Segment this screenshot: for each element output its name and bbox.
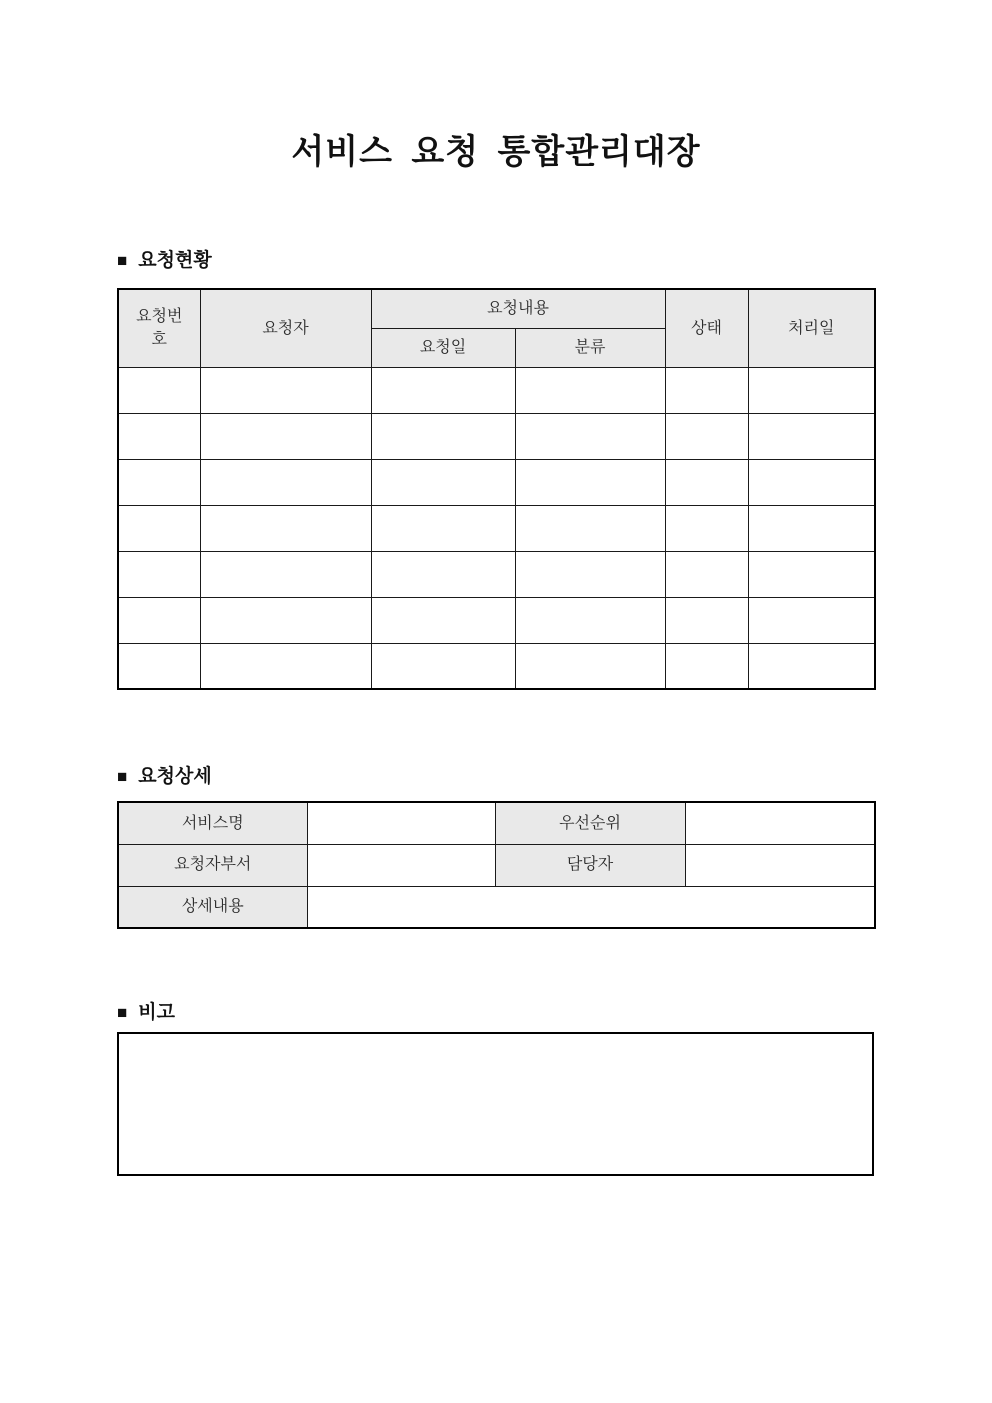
empty-cell: [371, 413, 515, 459]
empty-cell: [515, 597, 665, 643]
field-value-priority: [685, 802, 875, 844]
request-status-empty-row: [118, 597, 875, 643]
empty-cell: [665, 643, 748, 689]
empty-cell: [118, 551, 200, 597]
field-label-manager: 담당자: [495, 844, 685, 886]
empty-cell: [515, 413, 665, 459]
column-header-request-no: 요청번호: [118, 289, 200, 367]
empty-cell: [665, 505, 748, 551]
empty-cell: [748, 597, 875, 643]
request-status-empty-row: [118, 367, 875, 413]
request-status-empty-row: [118, 413, 875, 459]
empty-cell: [371, 367, 515, 413]
field-value-service-name: [307, 802, 495, 844]
column-header-category: 분류: [515, 328, 665, 367]
empty-cell: [200, 505, 371, 551]
empty-cell: [748, 459, 875, 505]
empty-cell: [371, 459, 515, 505]
empty-cell: [371, 505, 515, 551]
square-bullet-icon: ■: [117, 767, 128, 786]
column-header-request-date: 요청일: [371, 328, 515, 367]
section-heading-label: 요청상세: [138, 766, 212, 787]
request-status-empty-row: [118, 459, 875, 505]
empty-cell: [665, 597, 748, 643]
column-header-processed-date: 처리일: [748, 289, 875, 367]
column-header-requester: 요청자: [200, 289, 371, 367]
empty-cell: [748, 413, 875, 459]
empty-cell: [200, 551, 371, 597]
field-value-detail-content: [307, 886, 875, 928]
empty-cell: [200, 367, 371, 413]
square-bullet-icon: ■: [117, 251, 128, 270]
empty-cell: [665, 459, 748, 505]
empty-cell: [200, 459, 371, 505]
empty-cell: [748, 643, 875, 689]
section-heading-label: 요청현황: [138, 250, 212, 271]
empty-cell: [118, 643, 200, 689]
empty-cell: [515, 367, 665, 413]
section-heading-request-detail: [117, 766, 875, 788]
empty-cell: [200, 597, 371, 643]
section-heading-notes: [117, 1002, 875, 1024]
empty-cell: [200, 413, 371, 459]
detail-row-dept-manager: [118, 844, 875, 886]
field-label-priority: 우선순위: [495, 802, 685, 844]
field-label-service-name: 서비스명: [118, 802, 307, 844]
section-heading-request-status: [117, 250, 875, 272]
request-status-empty-row: [118, 551, 875, 597]
empty-cell: [665, 413, 748, 459]
empty-cell: [515, 551, 665, 597]
request-detail-table: [117, 801, 876, 929]
empty-cell: [200, 643, 371, 689]
empty-cell: [371, 643, 515, 689]
column-header-status: 상태: [665, 289, 748, 367]
request-status-table-body: [118, 367, 875, 689]
request-status-table: [117, 288, 876, 690]
square-bullet-icon: ■: [117, 1003, 128, 1022]
section-heading-label: 비고: [138, 1002, 175, 1023]
empty-cell: [118, 367, 200, 413]
empty-cell: [665, 367, 748, 413]
detail-row-detail-content: [118, 886, 875, 928]
page-title: 서비스 요청 통합관리대장: [291, 133, 701, 171]
request-status-empty-row: [118, 643, 875, 689]
empty-cell: [748, 367, 875, 413]
column-header-request-content: 요청내용: [371, 289, 665, 328]
empty-cell: [515, 643, 665, 689]
empty-cell: [371, 551, 515, 597]
request-status-table-header: [118, 289, 875, 367]
field-value-requester-dept: [307, 844, 495, 886]
empty-cell: [665, 551, 748, 597]
detail-row-service-priority: [118, 802, 875, 844]
field-label-requester-dept: 요청자부서: [118, 844, 307, 886]
empty-cell: [515, 459, 665, 505]
field-label-detail-content: 상세내용: [118, 886, 307, 928]
empty-cell: [118, 413, 200, 459]
empty-cell: [371, 597, 515, 643]
field-value-manager: [685, 844, 875, 886]
request-status-empty-row: [118, 505, 875, 551]
notes-box: [117, 1032, 874, 1176]
empty-cell: [748, 505, 875, 551]
empty-cell: [515, 505, 665, 551]
empty-cell: [748, 551, 875, 597]
empty-cell: [118, 597, 200, 643]
empty-cell: [118, 459, 200, 505]
empty-cell: [118, 505, 200, 551]
